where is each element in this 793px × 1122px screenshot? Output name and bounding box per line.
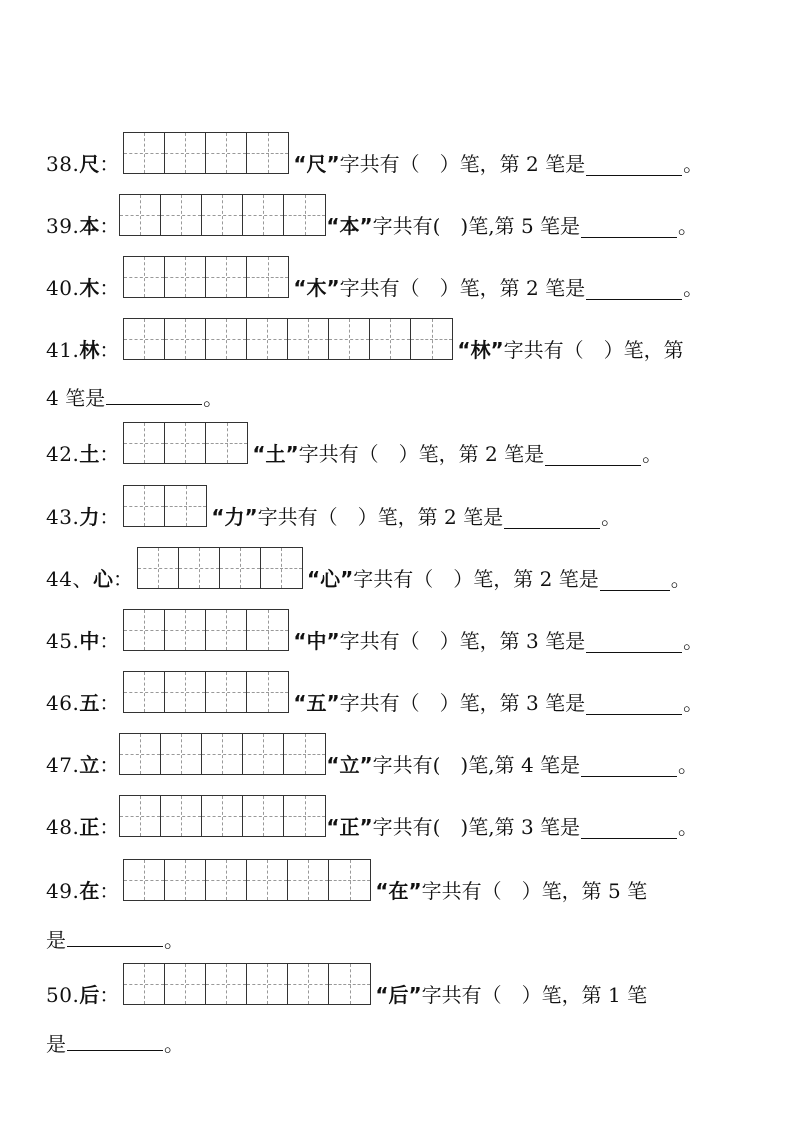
separator: ： bbox=[99, 338, 120, 362]
separator: ： bbox=[99, 879, 120, 903]
question-number: 46. bbox=[46, 691, 80, 715]
quote-open: “ bbox=[252, 442, 266, 466]
period: 。 bbox=[678, 214, 699, 238]
answer-blank[interactable] bbox=[67, 926, 163, 947]
answer-blank[interactable] bbox=[600, 570, 670, 591]
question-46 bbox=[46, 673, 703, 715]
target-character: 五 bbox=[79, 691, 100, 715]
separator: ： bbox=[99, 815, 120, 839]
question-text: 字共有( )笔,第 4 笔是 bbox=[372, 753, 581, 777]
writing-grid[interactable] bbox=[123, 132, 289, 174]
quoted-character: 在 bbox=[388, 879, 409, 903]
separator: ： bbox=[99, 691, 120, 715]
period: 。 bbox=[683, 276, 704, 300]
quoted-character: 力 bbox=[224, 505, 245, 529]
quote-close: ” bbox=[326, 691, 340, 715]
question-48 bbox=[46, 797, 698, 839]
question-number: 45. bbox=[46, 629, 80, 653]
question-number: 48. bbox=[46, 815, 80, 839]
quoted-character: 立 bbox=[339, 753, 360, 777]
quoted-character: 林 bbox=[470, 338, 491, 362]
quote-close: ” bbox=[285, 442, 299, 466]
writing-grid[interactable] bbox=[137, 547, 303, 589]
period: 。 bbox=[683, 629, 704, 653]
target-character: 力 bbox=[79, 505, 100, 529]
question-45 bbox=[46, 611, 703, 653]
question-text: 是 bbox=[46, 1032, 66, 1056]
writing-grid[interactable] bbox=[119, 194, 326, 236]
period: 。 bbox=[164, 928, 184, 952]
writing-grid[interactable] bbox=[119, 795, 326, 837]
separator: ： bbox=[99, 983, 120, 1007]
period: 。 bbox=[683, 152, 704, 176]
question-44 bbox=[46, 549, 691, 591]
target-character: 正 bbox=[79, 815, 100, 839]
question-text: 字共有（ ）笔，第 2 笔是 bbox=[339, 152, 586, 176]
quote-open: “ bbox=[375, 983, 389, 1007]
question-38 bbox=[46, 134, 703, 176]
quote-open: “ bbox=[293, 276, 307, 300]
question-text: 字共有（ ）笔，第 2 笔是 bbox=[298, 442, 545, 466]
question-number: 43. bbox=[46, 505, 80, 529]
quote-close: ” bbox=[326, 629, 340, 653]
question-text: 字共有( )笔,第 5 笔是 bbox=[372, 214, 581, 238]
writing-grid[interactable] bbox=[119, 733, 326, 775]
question-text: 字共有（ ）笔，第 5 笔 bbox=[421, 879, 648, 903]
answer-blank[interactable] bbox=[581, 217, 677, 238]
writing-grid[interactable] bbox=[123, 422, 248, 464]
quote-close: ” bbox=[244, 505, 258, 529]
quote-close: ” bbox=[408, 983, 422, 1007]
period: 。 bbox=[670, 567, 691, 591]
period: 。 bbox=[601, 505, 622, 529]
writing-grid[interactable] bbox=[123, 671, 289, 713]
question-number: 50. bbox=[46, 983, 80, 1007]
writing-grid[interactable] bbox=[123, 318, 453, 360]
separator: ： bbox=[99, 152, 120, 176]
question-text: 字共有（ ）笔，第 1 笔 bbox=[421, 983, 648, 1007]
answer-blank[interactable] bbox=[581, 756, 677, 777]
quote-close: ” bbox=[340, 567, 354, 591]
question-39 bbox=[46, 196, 698, 238]
question-49 bbox=[46, 861, 647, 903]
question-number: 40. bbox=[46, 276, 80, 300]
quoted-character: 土 bbox=[265, 442, 286, 466]
question-50 bbox=[46, 965, 647, 1007]
quote-close: ” bbox=[408, 879, 422, 903]
question-text: 字共有（ ）笔，第 2 笔是 bbox=[339, 276, 586, 300]
quoted-character: 后 bbox=[388, 983, 409, 1007]
answer-blank[interactable] bbox=[545, 445, 641, 466]
question-text: 字共有（ ）笔，第 3 笔是 bbox=[339, 629, 586, 653]
period: 。 bbox=[203, 386, 224, 410]
quote-open: “ bbox=[293, 152, 307, 176]
separator: ： bbox=[99, 276, 120, 300]
quoted-character: 中 bbox=[306, 629, 327, 653]
question-40 bbox=[46, 258, 703, 300]
question-number: 39. bbox=[46, 214, 80, 238]
target-character: 立 bbox=[79, 753, 100, 777]
question-number: 49. bbox=[46, 879, 80, 903]
separator: ： bbox=[112, 567, 133, 591]
question-text: 字共有（ ）笔，第 2 笔是 bbox=[257, 505, 504, 529]
quote-close: ” bbox=[359, 815, 373, 839]
target-character: 本 bbox=[79, 214, 100, 238]
answer-blank[interactable] bbox=[586, 632, 682, 653]
quote-open: “ bbox=[457, 338, 471, 362]
period: 。 bbox=[678, 815, 699, 839]
target-character: 林 bbox=[79, 338, 100, 362]
question-43 bbox=[46, 487, 621, 529]
answer-blank[interactable] bbox=[504, 508, 600, 529]
writing-grid[interactable] bbox=[123, 963, 371, 1005]
answer-blank[interactable] bbox=[581, 818, 677, 839]
quote-open: “ bbox=[326, 815, 340, 839]
separator: ： bbox=[99, 753, 120, 777]
target-character: 中 bbox=[79, 629, 100, 653]
quote-open: “ bbox=[375, 879, 389, 903]
quote-close: ” bbox=[359, 753, 373, 777]
separator: ： bbox=[99, 442, 120, 466]
quoted-character: 正 bbox=[339, 815, 360, 839]
period: 。 bbox=[678, 753, 699, 777]
writing-grid[interactable] bbox=[123, 859, 371, 901]
writing-grid[interactable] bbox=[123, 609, 289, 651]
quote-close: ” bbox=[359, 214, 373, 238]
question-text: 字共有（ ）笔，第 2 笔是 bbox=[353, 567, 599, 591]
answer-blank[interactable] bbox=[67, 1030, 163, 1051]
quote-close: ” bbox=[490, 338, 504, 362]
question-text: 4 笔是 bbox=[46, 386, 106, 410]
question-text: 是 bbox=[46, 928, 66, 952]
question-number: 44、 bbox=[46, 567, 93, 591]
quoted-character: 尺 bbox=[306, 152, 327, 176]
question-number: 47. bbox=[46, 753, 80, 777]
target-character: 尺 bbox=[79, 152, 100, 176]
question-42 bbox=[46, 424, 662, 466]
question-47 bbox=[46, 735, 698, 777]
period: 。 bbox=[642, 442, 663, 466]
question-49-continuation bbox=[46, 926, 184, 952]
quoted-character: 木 bbox=[306, 276, 327, 300]
separator: ： bbox=[99, 505, 120, 529]
quote-open: “ bbox=[326, 753, 340, 777]
writing-grid[interactable] bbox=[123, 256, 289, 298]
answer-blank[interactable] bbox=[586, 694, 682, 715]
target-character: 土 bbox=[79, 442, 100, 466]
target-character: 心 bbox=[92, 567, 113, 591]
answer-blank[interactable] bbox=[586, 279, 682, 300]
separator: ： bbox=[99, 629, 120, 653]
question-text: 字共有（ ）笔，第 bbox=[503, 338, 684, 362]
target-character: 在 bbox=[79, 879, 100, 903]
question-number: 41. bbox=[46, 338, 80, 362]
quote-close: ” bbox=[326, 276, 340, 300]
quoted-character: 本 bbox=[339, 214, 360, 238]
question-text: 字共有（ ）笔，第 3 笔是 bbox=[339, 691, 586, 715]
quoted-character: 五 bbox=[306, 691, 327, 715]
question-number: 42. bbox=[46, 442, 80, 466]
target-character: 后 bbox=[79, 983, 100, 1007]
separator: ： bbox=[99, 214, 120, 238]
period: 。 bbox=[683, 691, 704, 715]
quote-open: “ bbox=[211, 505, 225, 529]
quote-open: “ bbox=[326, 214, 340, 238]
question-number: 38. bbox=[46, 152, 80, 176]
quote-open: “ bbox=[293, 629, 307, 653]
quote-open: “ bbox=[306, 567, 321, 591]
period: 。 bbox=[164, 1032, 184, 1056]
question-41-continuation bbox=[46, 384, 223, 410]
target-character: 木 bbox=[79, 276, 100, 300]
writing-grid[interactable] bbox=[123, 485, 207, 527]
quote-open: “ bbox=[293, 691, 307, 715]
question-50-continuation bbox=[46, 1030, 184, 1056]
answer-blank[interactable] bbox=[106, 384, 202, 405]
answer-blank[interactable] bbox=[586, 155, 682, 176]
question-41 bbox=[46, 320, 684, 362]
quoted-character: 心 bbox=[320, 567, 341, 591]
question-text: 字共有( )笔,第 3 笔是 bbox=[372, 815, 581, 839]
quote-close: ” bbox=[326, 152, 340, 176]
